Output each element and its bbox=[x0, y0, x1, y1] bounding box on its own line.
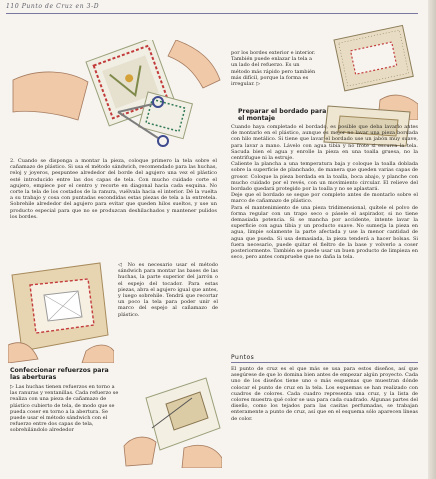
caption-note: ◁ No es necesario usar el método sándwich para montar las bases de las huchas, la parte superior del jarrón o el espejo del tocador. Para estas piezas, abra el agujero igual que antes, y luego sobrehile. Tendrá que recortar un poco la tela para poder unir el marco del espejo al cañamazo de plástico. bbox=[118, 262, 218, 318]
heading-preparar: Preparar el bordado para el montaje bbox=[238, 108, 327, 122]
header-rule bbox=[6, 13, 418, 14]
page-gutter bbox=[428, 0, 436, 479]
running-header: 110 Punto de Cruz en 3-D bbox=[6, 3, 100, 10]
puntos-rule bbox=[231, 362, 418, 363]
heading-puntos: Puntos bbox=[231, 354, 255, 361]
puntos-text: El punto de cruz es el que más se usa para estos diseños, así que asegúrese de que lo domina bien antes de empezar algún proyecto. Cada uno de los diseños tiene uno o más esquemas que muestran dónde colocar el punto de cruz en la tela. Los esquemas se han realizado con cuadros de colores. Cada cuadro representa una cruz, y la lista de colores muestra qué color se usa para cada cuadrado. Algunas partes del diseño, como los tejados para las casitas perfumadas, se trabajan enteramente a punto de cruz, así que en el esquema sólo aparecen líneas de color. bbox=[231, 366, 418, 422]
illustration-cutting-hole bbox=[8, 40, 223, 152]
step-2-text: 2. Cuando se disponga a montar la pieza, coloque primero la tela sobre el cañamazo de plástico. Si usa el método sándwich, recomendado para las huchas, reloj y joyeros, pespuntee alrededor del borde del agujero una vez el plástico esté introducido entre las dos capas de tela. Con mucho cuidado corte el agujero, empiece por el centro y recorte en diagonal hacia cada esquina. No corte la tela de los costados de la ranura, vuélvala hacia el interior. Dé la vuelta a su trabajo y cosa con puntadas escondidas estas piezas de tela a la entretela. Sobrehile alrededor del agujero para evitar que queden hilos sueltos, y use un producto especial para que no se produzcan deshilachados y mantener pulidos los bordes. bbox=[10, 158, 217, 220]
illustration-reinforcement bbox=[122, 368, 222, 468]
preparar-text: Cuando haya completado el bordado, es posible que deba lavarlo antes de montarlo en el plástico, aunque es mejor no lavar una pieza bordada con hilo metálico. Si tiene que lavar el bordado use un jabón muy suave, para lavar a mano. Lávelo con agua tibia y no frote si escurra la tela. Sacuda bien el agua y enrolle la pieza en una toalla gruesa, no la centrifugue ni la estruje. Caliente la plancha a una temperatura baja y coloque la toalla doblada sobre la superficie de planchado, de manera que queden varias capas de grosor. Coloque la pieza bordada en la toalla, boca abajo, y planche con mucho cuidado por el revés, con un movimiento circular. El relieve del bordado quedará protegido por la toalla y no se aplastará. Deje que el bordado se seque por completo antes de montarlo sobre el marco de cañamazo de plástico. Para el mantenimiento de una pieza tridimensional, quítele el polvo de forma regular con un trapo seco o pásele el aspirador, si no tiene demasiada potencia. Si se mancha por accidente, intente lavar la superficie con agua tibia y un producto suave. No sumerja la pieza en agua, limpie solamente la parte afectada y use la menor cantidad de agua que pueda. Si usa demasiada, la pieza tenderá a hacer bolsas. Si fuera necesario, puede quitar el fieltro de la base y volverlo a coser posteriormente. También se puede usar un buen producto de limpieza en seco, pero antes compruebe que no daña la tela. bbox=[231, 124, 418, 261]
right-top-text: por los bordes exterior e interior. También puede enlazar la tela a un lado del refuerzo. Es un método más rápido pero también más difícil, porque la forma es irregular. ▷ bbox=[231, 50, 316, 88]
refuerzos-text: ▷ Las huchas tienen refuerzos en torno a las ranuras y ventanillas. Cada refuerzo se realiza con una pieza de cañamazo de plástico cubierto de tela, de modo que se pueda coser en torno a la abertura. Se puede usar el método sándwich con el refuerzo entre dos capas de tela, sobrehilándolo alrededor bbox=[10, 384, 119, 434]
illustration-mesh-opening bbox=[8, 255, 114, 363]
heading-refuerzos: Confeccionar refuerzos para las aberturas bbox=[10, 367, 109, 381]
